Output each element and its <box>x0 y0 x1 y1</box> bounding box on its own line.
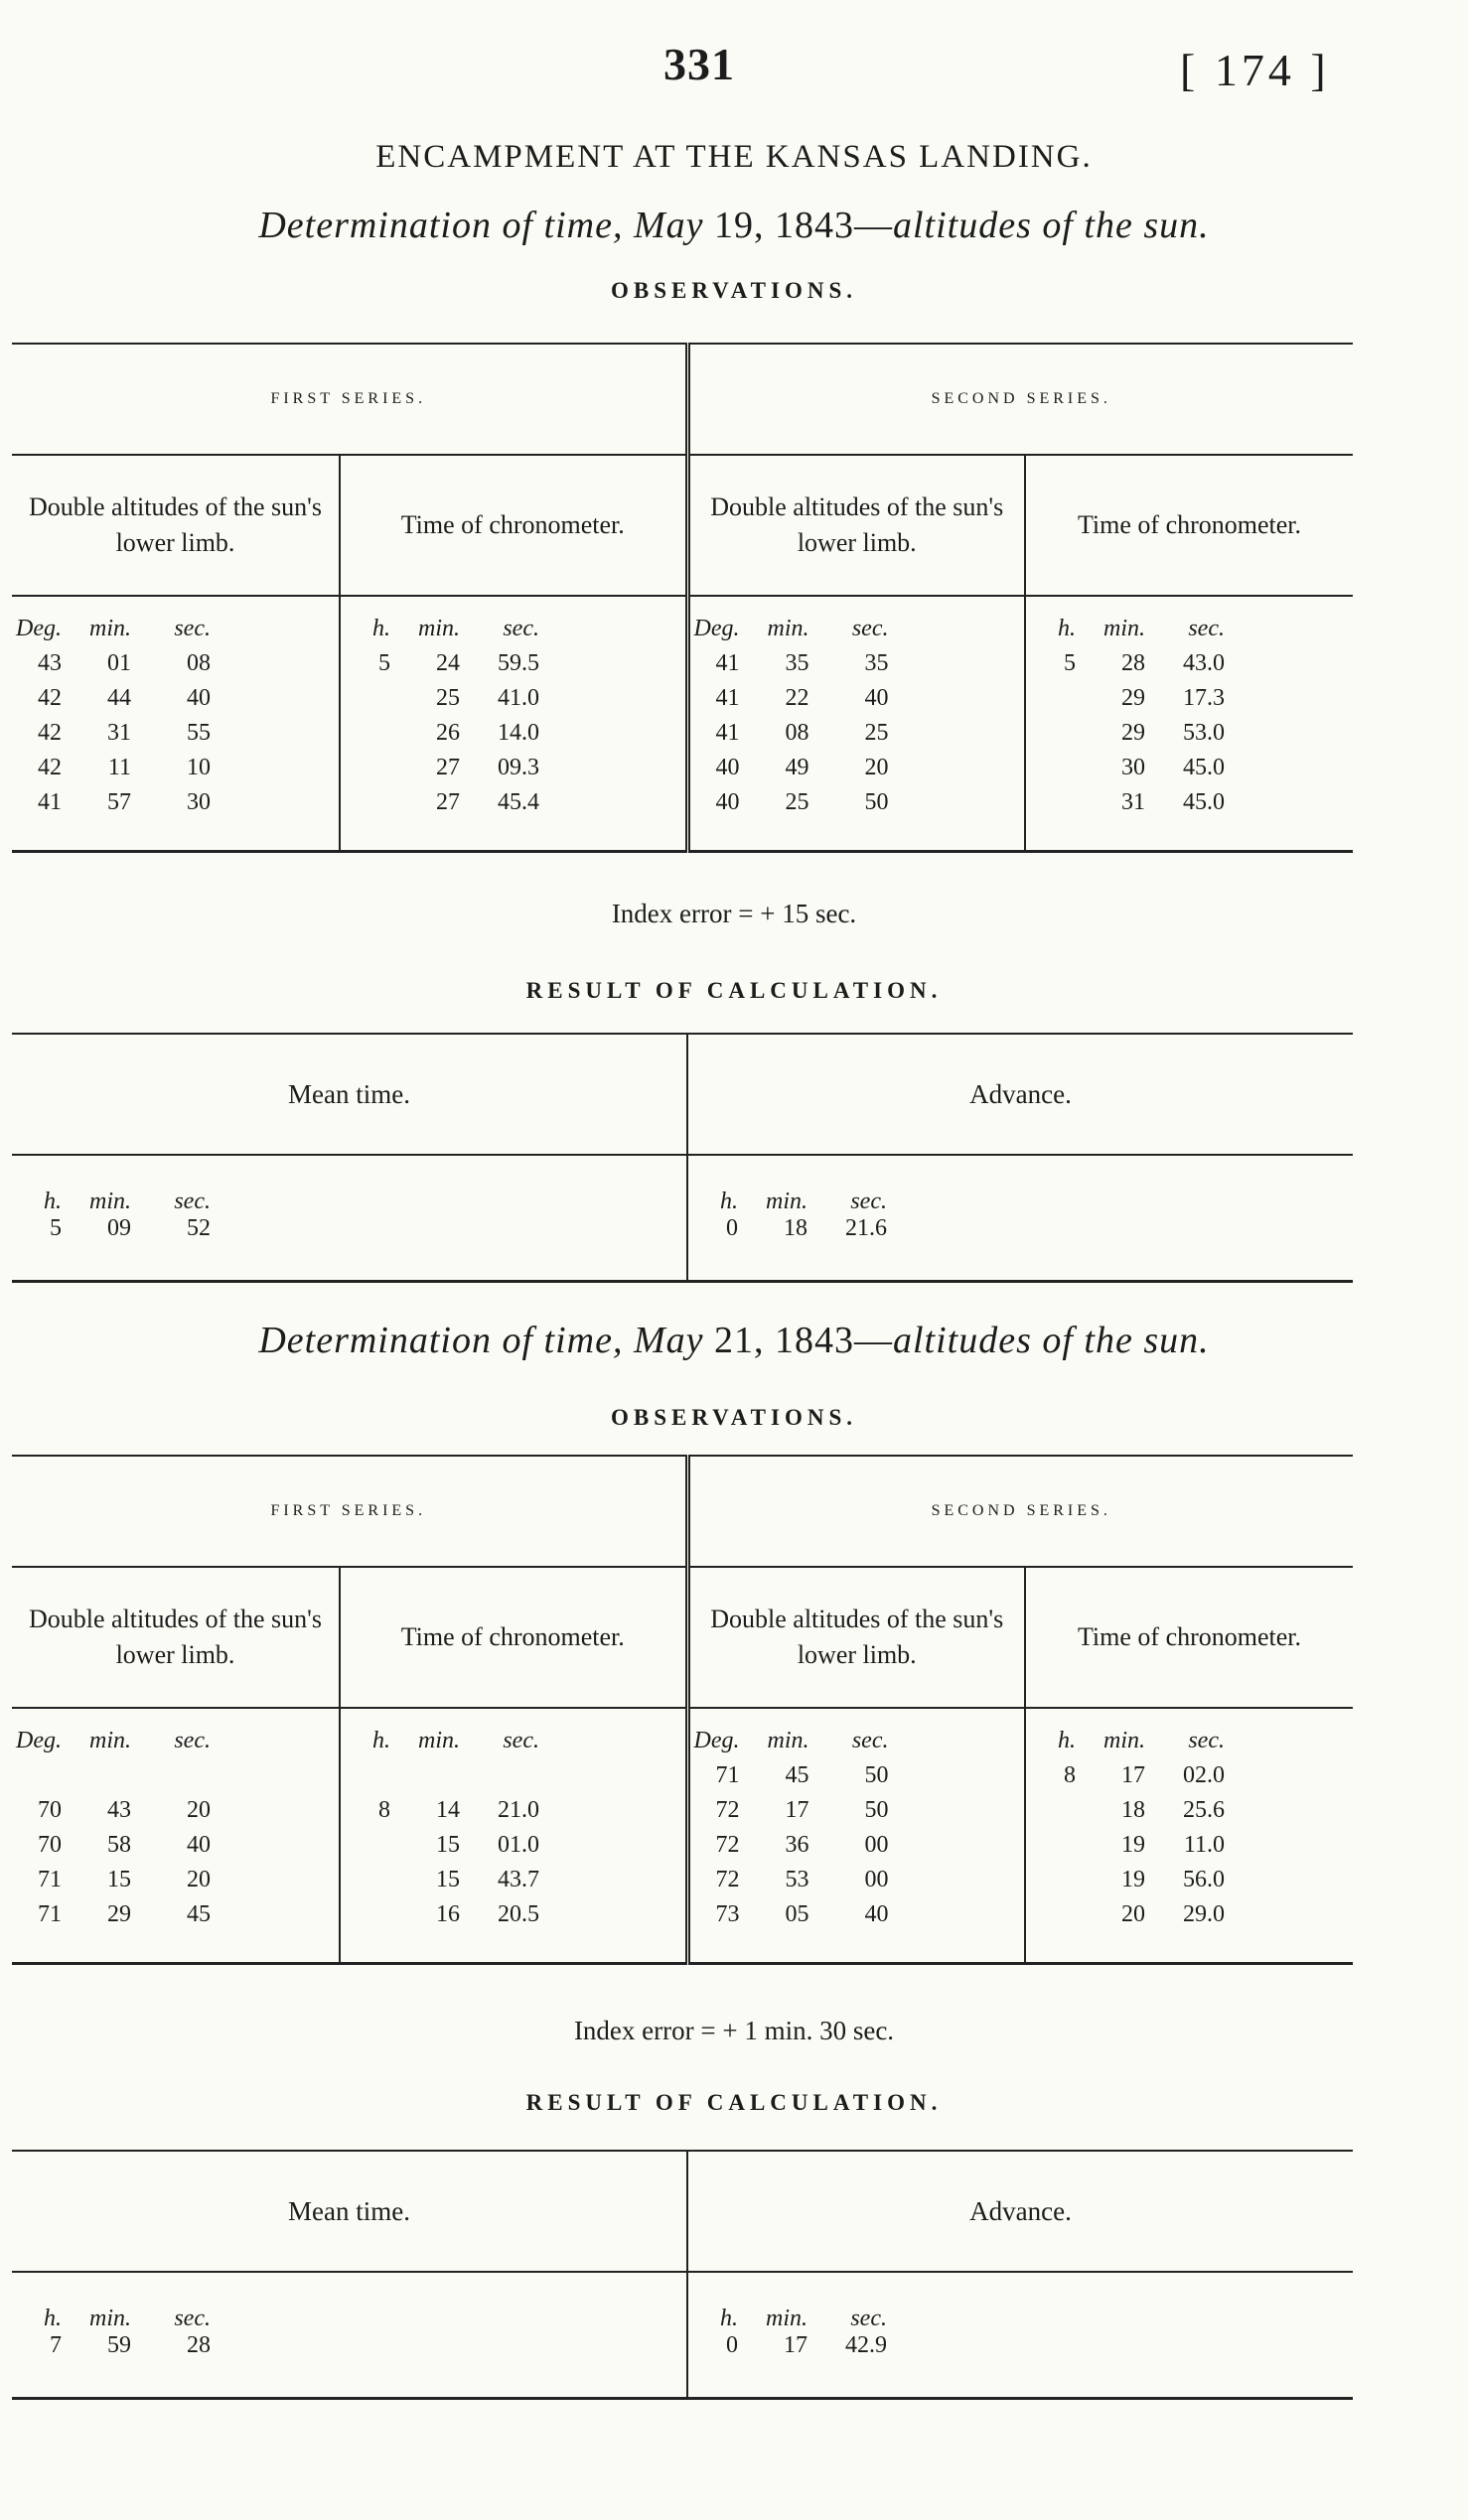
value-col-3: 10 <box>187 755 211 780</box>
unit-col-2: min. <box>1103 1728 1145 1753</box>
unit-col-2: min. <box>89 2306 131 2331</box>
value-col-2: 36 <box>785 1832 809 1858</box>
advance-value <box>687 2332 1353 2399</box>
first-chron-cell <box>340 1793 687 1828</box>
unit-col-1: Deg. <box>693 616 740 641</box>
table-row <box>12 646 1353 681</box>
value-col-3: 52 <box>187 1215 211 1241</box>
value-col-3: 00 <box>864 1867 889 1892</box>
first-alt-cell <box>12 1828 340 1863</box>
unit-col-2: min. <box>89 1189 131 1214</box>
unit-col-3: sec. <box>850 2306 887 2331</box>
value-col-2: 18 <box>784 1215 807 1241</box>
unit-col-2: min. <box>418 616 460 641</box>
value-col-1: 41 <box>38 789 62 815</box>
first-alt-cell <box>12 716 340 751</box>
index-error: Index error = + 1 min. 30 sec. <box>573 2016 895 2045</box>
value-col-3: 45.0 <box>1183 755 1225 780</box>
value-col-3: 50 <box>864 1797 889 1823</box>
unit-col-3: sec. <box>851 1728 889 1753</box>
value-col-3: 43.0 <box>1183 650 1225 676</box>
value-col-1: 5 <box>50 1215 62 1241</box>
alt-units <box>687 596 1025 646</box>
alt-units <box>12 596 340 646</box>
alt-units <box>687 1708 1025 1758</box>
second-chron-cell <box>1025 1863 1353 1897</box>
value-col-1: 72 <box>715 1797 740 1823</box>
second-chron-cell <box>1025 785 1353 852</box>
value-col-3: 40 <box>187 1832 211 1858</box>
result-values-row <box>12 1215 1353 1282</box>
value-col-2: 28 <box>1121 650 1145 676</box>
value-col-1: 42 <box>38 720 62 746</box>
unit-col-2: min. <box>767 616 809 641</box>
value-col-3: 01.0 <box>498 1832 539 1858</box>
value-col-3: 21.6 <box>845 1215 887 1241</box>
second-chron-cell <box>1025 1828 1353 1863</box>
table-row <box>12 1897 1353 1964</box>
chron-column-heading: Time of chronometer. <box>1025 1567 1353 1708</box>
value-col-3: 35 <box>864 650 889 676</box>
unit-col-3: sec. <box>1188 1728 1225 1753</box>
alt-column-heading: Double altitudes of the sun's lower limb. <box>12 455 340 596</box>
unit-col-1: h. <box>44 1189 62 1214</box>
unit-col-3: sec. <box>174 1728 211 1753</box>
first-alt-cell <box>12 751 340 785</box>
chron-column-heading: Time of chronometer. <box>340 455 687 596</box>
second-chron-cell <box>1025 681 1353 716</box>
value-col-1: 73 <box>715 1901 740 1927</box>
unit-col-1: Deg. <box>693 1728 740 1753</box>
series-header-row <box>12 344 1353 455</box>
unit-col-2: min. <box>89 1728 131 1753</box>
value-col-3: 21.0 <box>498 1797 539 1823</box>
value-col-3: 25.6 <box>1183 1797 1225 1823</box>
advance-heading: Advance. <box>687 1034 1353 1155</box>
value-col-3: 14.0 <box>498 720 539 746</box>
mean-time-value <box>12 1215 687 1282</box>
section-title <box>0 204 1468 247</box>
unit-col-1: h. <box>720 1189 738 1214</box>
observations-label: OBSERVATIONS. <box>610 1405 858 1430</box>
unit-col-3: sec. <box>503 616 539 641</box>
value-col-2: 58 <box>107 1832 131 1858</box>
first-series-heading: FIRST SERIES. <box>12 1456 687 1567</box>
chron-column-heading: Time of chronometer. <box>340 1567 687 1708</box>
title-part: altitudes of the sun. <box>892 1320 1210 1361</box>
mean-time-value <box>12 2332 687 2399</box>
value-col-2: 08 <box>785 720 809 746</box>
table-row <box>12 681 1353 716</box>
result-header-row <box>12 2151 1353 2272</box>
value-col-3: 40 <box>864 1901 889 1927</box>
value-col-3: 56.0 <box>1183 1867 1225 1892</box>
advance-heading: Advance. <box>687 2151 1353 2272</box>
chron-units <box>340 596 687 646</box>
value-col-2: 15 <box>436 1867 460 1892</box>
value-col-2: 16 <box>436 1901 460 1927</box>
value-col-3: 30 <box>187 789 211 815</box>
unit-col-2: min. <box>418 1728 460 1753</box>
mean-time-heading: Mean time. <box>12 1034 687 1155</box>
value-col-3: 20 <box>864 755 889 780</box>
unit-col-1: Deg. <box>16 1728 62 1753</box>
second-series-heading: SECOND SERIES. <box>687 344 1353 455</box>
value-col-2: 17 <box>784 2332 807 2358</box>
value-col-3: 20.5 <box>498 1901 539 1927</box>
alt-column-heading: Double altitudes of the sun's lower limb. <box>687 1567 1025 1708</box>
value-col-1: 5 <box>1064 650 1076 676</box>
value-col-2: 45 <box>785 1762 809 1788</box>
first-chron-cell <box>340 1758 687 1793</box>
value-col-2: 29 <box>1121 685 1145 711</box>
mean-time-units <box>12 2272 687 2332</box>
value-col-2: 29 <box>1121 720 1145 746</box>
unit-col-3: sec. <box>1188 616 1225 641</box>
value-col-2: 26 <box>436 720 460 746</box>
value-col-1: 8 <box>378 1797 390 1823</box>
column-header-row <box>12 455 1353 596</box>
first-chron-cell <box>340 1897 687 1964</box>
value-col-3: 40 <box>864 685 889 711</box>
result-label: RESULT OF CALCULATION. <box>525 978 943 1003</box>
value-col-2: 19 <box>1121 1867 1145 1892</box>
advance-units <box>687 1155 1353 1215</box>
first-series-heading: FIRST SERIES. <box>12 344 687 455</box>
value-col-2: 31 <box>107 720 131 746</box>
value-col-2: 18 <box>1121 1797 1145 1823</box>
value-col-1: 42 <box>38 685 62 711</box>
result-units-row <box>12 1155 1353 1215</box>
value-col-1: 72 <box>715 1867 740 1892</box>
value-col-2: 59 <box>107 2332 131 2358</box>
value-col-3: 11.0 <box>1183 1832 1225 1858</box>
value-col-3: 43.7 <box>498 1867 539 1892</box>
value-col-2: 53 <box>785 1867 809 1892</box>
table-row <box>12 785 1353 852</box>
observations-table <box>12 343 1353 853</box>
first-alt-cell <box>12 1897 340 1964</box>
second-alt-cell <box>687 681 1025 716</box>
value-col-1: 41 <box>715 720 740 746</box>
unit-col-3: sec. <box>174 1189 211 1214</box>
value-col-3: 09.3 <box>498 755 539 780</box>
value-col-3: 00 <box>864 1832 889 1858</box>
unit-col-2: min. <box>767 1728 809 1753</box>
unit-col-2: min. <box>766 1189 807 1214</box>
unit-col-1: h. <box>1058 616 1076 641</box>
table-row <box>12 716 1353 751</box>
value-col-1: 71 <box>715 1762 740 1788</box>
value-col-2: 57 <box>107 789 131 815</box>
advance-units <box>687 2272 1353 2332</box>
page-number: 331 <box>663 39 735 89</box>
value-col-2: 09 <box>107 1215 131 1241</box>
first-chron-cell <box>340 646 687 681</box>
second-alt-cell <box>687 646 1025 681</box>
value-col-1: 41 <box>715 650 740 676</box>
second-series-heading: SECOND SERIES. <box>687 1456 1353 1567</box>
series-header-row <box>12 1456 1353 1567</box>
observations-table <box>12 1455 1353 1965</box>
unit-col-2: min. <box>766 2306 807 2331</box>
first-alt-cell <box>12 1793 340 1828</box>
mean-time-heading: Mean time. <box>12 2151 687 2272</box>
value-col-2: 27 <box>436 755 460 780</box>
result-table <box>12 1033 1353 1283</box>
value-col-1: 71 <box>38 1901 62 1927</box>
value-col-1: 43 <box>38 650 62 676</box>
folio: [ 174 ] <box>1180 45 1330 95</box>
title-part: 21, 1843— <box>703 1320 893 1361</box>
first-chron-cell <box>340 681 687 716</box>
first-chron-cell <box>340 751 687 785</box>
first-chron-cell <box>340 716 687 751</box>
value-col-1: 0 <box>726 2332 738 2358</box>
title-part: Determination of time, May <box>258 205 704 246</box>
title-part: 19, 1843— <box>703 205 893 246</box>
table-row <box>12 1758 1353 1793</box>
value-col-1: 0 <box>726 1215 738 1241</box>
second-chron-cell <box>1025 1897 1353 1964</box>
value-col-3: 53.0 <box>1183 720 1225 746</box>
value-col-2: 35 <box>785 650 809 676</box>
second-alt-cell <box>687 1828 1025 1863</box>
value-col-2: 05 <box>785 1901 809 1927</box>
second-alt-cell <box>687 1897 1025 1964</box>
value-col-3: 17.3 <box>1183 685 1225 711</box>
value-col-3: 59.5 <box>498 650 539 676</box>
value-col-2: 11 <box>107 755 131 780</box>
value-col-3: 55 <box>187 720 211 746</box>
advance-value <box>687 1215 1353 1282</box>
unit-col-1: h. <box>1058 1728 1076 1753</box>
unit-col-2: min. <box>1103 616 1145 641</box>
value-col-2: 17 <box>785 1797 809 1823</box>
value-col-3: 42.9 <box>845 2332 887 2358</box>
value-col-3: 28 <box>187 2332 211 2358</box>
value-col-1: 70 <box>38 1832 62 1858</box>
value-col-1: 7 <box>50 2332 62 2358</box>
unit-col-3: sec. <box>850 1189 887 1214</box>
unit-col-3: sec. <box>174 2306 211 2331</box>
units-row <box>12 1708 1353 1758</box>
value-col-2: 30 <box>1121 755 1145 780</box>
value-col-1: 72 <box>715 1832 740 1858</box>
column-header-row <box>12 1567 1353 1708</box>
value-col-2: 15 <box>436 1832 460 1858</box>
title-part: altitudes of the sun. <box>892 205 1210 246</box>
value-col-1: 5 <box>378 650 390 676</box>
result-values-row <box>12 2332 1353 2399</box>
value-col-1: 40 <box>715 755 740 780</box>
value-col-3: 50 <box>864 1762 889 1788</box>
value-col-2: 01 <box>107 650 131 676</box>
unit-col-3: sec. <box>503 1728 539 1753</box>
second-chron-cell <box>1025 716 1353 751</box>
mean-time-units <box>12 1155 687 1215</box>
second-alt-cell <box>687 1758 1025 1793</box>
value-col-3: 25 <box>864 720 889 746</box>
value-col-3: 45.4 <box>498 789 539 815</box>
index-error: Index error = + 15 sec. <box>611 899 857 928</box>
value-col-2: 43 <box>107 1797 131 1823</box>
value-col-3: 50 <box>864 789 889 815</box>
value-col-3: 29.0 <box>1183 1901 1225 1927</box>
chron-units <box>1025 1708 1353 1758</box>
observations-label: OBSERVATIONS. <box>610 278 858 303</box>
first-alt-cell <box>12 1758 340 1793</box>
value-col-1: 71 <box>38 1867 62 1892</box>
title-part: Determination of time, May <box>258 1320 704 1361</box>
value-col-2: 24 <box>436 650 460 676</box>
second-alt-cell <box>687 751 1025 785</box>
first-chron-cell <box>340 785 687 852</box>
value-col-1: 40 <box>715 789 740 815</box>
table-row <box>12 1793 1353 1828</box>
unit-col-3: sec. <box>174 616 211 641</box>
table-row <box>12 751 1353 785</box>
value-col-2: 19 <box>1121 1832 1145 1858</box>
second-chron-cell <box>1025 1758 1353 1793</box>
first-chron-cell <box>340 1863 687 1897</box>
second-chron-cell <box>1025 751 1353 785</box>
value-col-2: 25 <box>436 685 460 711</box>
first-alt-cell <box>12 1863 340 1897</box>
table-row <box>12 1863 1353 1897</box>
value-col-2: 22 <box>785 685 809 711</box>
value-col-3: 20 <box>187 1867 211 1892</box>
value-col-2: 27 <box>436 789 460 815</box>
value-col-1: 41 <box>715 685 740 711</box>
chron-units <box>1025 596 1353 646</box>
second-alt-cell <box>687 1863 1025 1897</box>
result-table <box>12 2150 1353 2400</box>
value-col-2: 44 <box>107 685 131 711</box>
value-col-3: 45 <box>187 1901 211 1927</box>
value-col-2: 15 <box>107 1867 131 1892</box>
second-chron-cell <box>1025 1793 1353 1828</box>
unit-col-1: Deg. <box>16 616 62 641</box>
value-col-2: 31 <box>1121 789 1145 815</box>
first-chron-cell <box>340 1828 687 1863</box>
unit-col-1: h. <box>372 1728 390 1753</box>
units-row <box>12 596 1353 646</box>
result-label: RESULT OF CALCULATION. <box>525 2090 943 2115</box>
alt-column-heading: Double altitudes of the sun's lower limb. <box>687 455 1025 596</box>
second-alt-cell <box>687 1793 1025 1828</box>
value-col-3: 02.0 <box>1183 1762 1225 1788</box>
chron-column-heading: Time of chronometer. <box>1025 455 1353 596</box>
value-col-2: 20 <box>1121 1901 1145 1927</box>
value-col-2: 29 <box>107 1901 131 1927</box>
second-chron-cell <box>1025 646 1353 681</box>
first-alt-cell <box>12 646 340 681</box>
chron-units <box>340 1708 687 1758</box>
value-col-3: 40 <box>187 685 211 711</box>
alt-units <box>12 1708 340 1758</box>
first-alt-cell <box>12 785 340 852</box>
first-alt-cell <box>12 681 340 716</box>
value-col-2: 25 <box>785 789 809 815</box>
value-col-3: 20 <box>187 1797 211 1823</box>
alt-column-heading: Double altitudes of the sun's lower limb. <box>12 1567 340 1708</box>
value-col-2: 14 <box>436 1797 460 1823</box>
running-head: ENCAMPMENT AT THE KANSAS LANDING. <box>375 139 1093 175</box>
result-header-row <box>12 1034 1353 1155</box>
unit-col-1: h. <box>44 2306 62 2331</box>
unit-col-2: min. <box>89 616 131 641</box>
unit-col-3: sec. <box>851 616 889 641</box>
value-col-1: 8 <box>1064 1762 1076 1788</box>
unit-col-1: h. <box>720 2306 738 2331</box>
unit-col-1: h. <box>372 616 390 641</box>
section-title <box>0 1319 1468 1362</box>
second-alt-cell <box>687 785 1025 852</box>
value-col-2: 17 <box>1121 1762 1145 1788</box>
result-units-row <box>12 2272 1353 2332</box>
value-col-3: 45.0 <box>1183 789 1225 815</box>
value-col-1: 42 <box>38 755 62 780</box>
table-row <box>12 1828 1353 1863</box>
value-col-3: 08 <box>187 650 211 676</box>
value-col-3: 41.0 <box>498 685 539 711</box>
value-col-1: 70 <box>38 1797 62 1823</box>
value-col-2: 49 <box>785 755 809 780</box>
second-alt-cell <box>687 716 1025 751</box>
